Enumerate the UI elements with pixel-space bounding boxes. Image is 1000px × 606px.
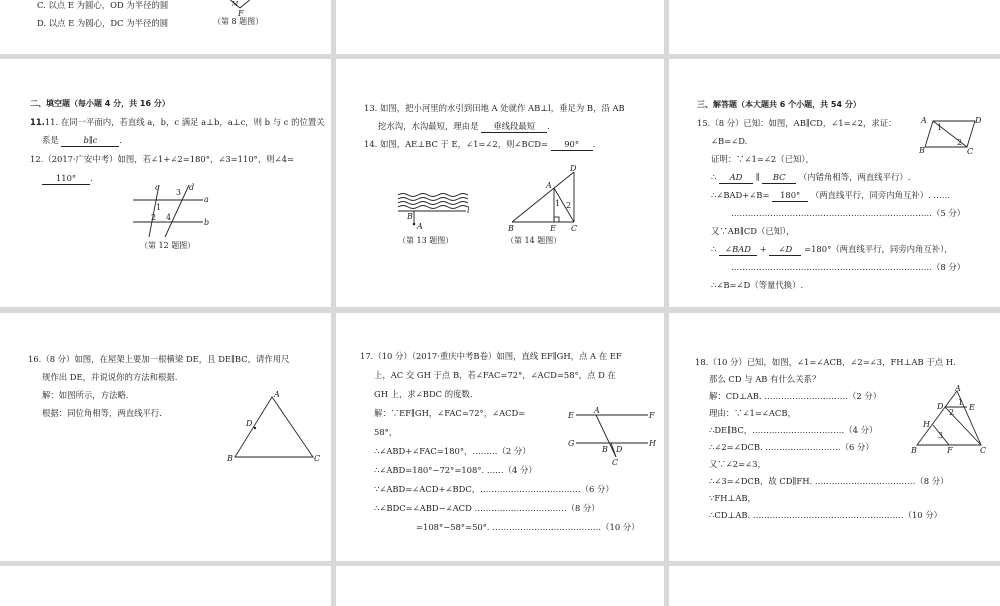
q15-step3: 又∵AB∥CD（已知）， xyxy=(711,226,795,236)
fig12-label-c: c xyxy=(155,183,160,192)
q17-label-g: G xyxy=(568,439,575,448)
q16-line4: 根据：同位角相等，两直线平行. xyxy=(42,408,162,418)
panel-bottom-middle xyxy=(336,566,664,606)
q12-text: 12.（2017·广安中考）如图，若∠1+∠2=180°，∠3=110°，则∠4= xyxy=(30,154,294,164)
fig8-caption: （第 8 题图） xyxy=(213,17,264,26)
q13-answer: 垂线段最短 xyxy=(481,121,547,133)
q17-label-f: F xyxy=(649,411,655,420)
fill-section-title: 二、填空题（每小题 4 分，共 16 分） xyxy=(30,99,170,108)
q17-label-d: D xyxy=(616,445,623,454)
q18-line5: ∴DE∥BC，……………………………（4 分） xyxy=(709,425,878,435)
panel-fill-middle xyxy=(336,59,664,307)
q16-label-a: A xyxy=(274,391,280,399)
q18-line7: 又∵∠2=∠3， xyxy=(709,459,766,469)
q17-line1: 17.（10 分）（2017·重庆中考B卷）如图，直线 EF∥GH，点 A 在 EF xyxy=(360,351,622,361)
panel-fill-left xyxy=(0,59,331,307)
q16-label-c: C xyxy=(314,454,321,463)
q17-line8: ∵∠ABD=∠ACD+∠BDC，………………………………（6 分） xyxy=(374,484,614,494)
fig14-label-e: E xyxy=(550,224,556,233)
panel-bottom-right xyxy=(669,566,1000,606)
q13-line2: 挖水沟，水沟最短，理由是 垂线段最短 . xyxy=(378,121,550,131)
fig14-label-1: 1 xyxy=(555,199,561,208)
q18-label-2: 2 xyxy=(949,408,955,417)
q18-line6: ∴∠2=∠DCB. ………………………（6 分） xyxy=(709,442,874,452)
fig13-diagram xyxy=(394,189,474,239)
fig14-label-c: C xyxy=(571,224,578,233)
q17-diagram xyxy=(566,405,656,465)
fig14-label-2: 2 xyxy=(566,201,572,210)
fig14-label-b: B xyxy=(508,224,514,233)
q18-line3: 解：CD⊥AB. …………………………（2 分） xyxy=(709,391,882,401)
fig12-label-1: 1 xyxy=(156,203,162,212)
q15-header: 15.（8 分）已知：如图，AB∥CD，∠1=∠2，求证： xyxy=(697,118,897,128)
q16-label-b: B xyxy=(227,454,233,463)
q17-label-c: C xyxy=(612,458,619,465)
q15-step4-score: ………………………………………………………………（8 分） xyxy=(731,262,966,272)
fig13-label-l: l xyxy=(467,206,470,215)
q18-label-d: D xyxy=(937,402,944,411)
q15-diagram xyxy=(919,115,981,155)
q18-line10: ∴CD⊥AB. ………………………………………………（10 分） xyxy=(709,510,943,520)
fig14-caption: （第 14 题图） xyxy=(506,236,562,245)
q17-label-h: H xyxy=(649,439,656,448)
q15-step2-score: ………………………………………………………………（5 分） xyxy=(731,208,966,218)
q18-label-e: E xyxy=(969,403,975,412)
option-d: D. 以点 E 为圆心，DC 为半径的圆 xyxy=(37,18,169,28)
q17-line4: 解：∵EF∥GH，∠FAC=72°，∠ACD= xyxy=(374,408,526,418)
panel-top-middle xyxy=(336,0,664,54)
panel-bottom-left xyxy=(0,566,331,606)
q17-line5: 58°， xyxy=(374,427,398,437)
fig8-label-f: F xyxy=(238,9,244,18)
q15-proof: 证明：∵∠1=∠2（已知）， xyxy=(711,154,814,164)
q11-answer: b∥c xyxy=(61,135,119,147)
q18-label-h: H xyxy=(923,420,930,429)
q17-line7: ∴∠ABD=180°−72°=108°. ……（4 分） xyxy=(374,465,537,475)
fig12-label-2: 2 xyxy=(151,213,157,222)
q17-label-a: A xyxy=(594,406,600,415)
q14-answer: 90° xyxy=(551,139,593,151)
q14-text: 14. 如图，AE⊥BC 于 E，∠1=∠2，则∠BCD= 90° . xyxy=(364,139,596,149)
q18-line8: ∴∠3=∠DCB，故 CD∥FH. ………………………………（8 分） xyxy=(709,476,949,486)
q17-line9: ∴∠BDC=∠ABD−∠ACD ……………………………（8 分） xyxy=(374,503,600,513)
q17-label-e: E xyxy=(568,411,574,420)
q18-label-1: 1 xyxy=(958,398,964,407)
q15-step1: ∴ AD ∥ BC （内错角相等，两直线平行）. xyxy=(711,172,911,182)
fig13-caption: （第 13 题图） xyxy=(398,236,454,245)
q18-diagram xyxy=(907,385,989,455)
q15-label-1: 1 xyxy=(937,123,943,132)
q16-line3: 解：如图所示，方法略. xyxy=(42,390,129,400)
q18-label-b: B xyxy=(911,446,917,455)
q17-line6: ∴∠ABD+∠FAC=180°，………（2 分） xyxy=(374,446,531,456)
q15-label-b: B xyxy=(919,146,925,155)
q17-line2: 上，AC 交 GH 于点 B，若∠FAC=72°，∠ACD=58°，点 D 在 xyxy=(374,370,616,380)
q13-text: 13. 如图，把小河里的水引到田地 A 处就作 AB⊥l，垂足为 B，沿 AB xyxy=(364,103,625,113)
q15-step2: ∴∠BAD+∠B= 180° （两直线平行，同旁内角互补）. …… xyxy=(711,190,951,200)
fig14-diagram xyxy=(506,164,586,234)
q15-label-2: 2 xyxy=(957,138,963,147)
fig12-label-d: d xyxy=(189,183,195,192)
q16-diagram xyxy=(225,391,325,466)
fig12-caption: （第 12 题图） xyxy=(140,241,196,250)
fig14-label-a: A xyxy=(546,181,552,190)
fig12-label-b: b xyxy=(204,218,210,227)
q18-label-c: C xyxy=(980,446,987,455)
fig12-label-a: a xyxy=(204,195,209,204)
q15-line2: ∠B=∠D. xyxy=(711,136,748,146)
fig13-label-a: A xyxy=(417,222,423,231)
panel-solve-right xyxy=(669,59,1000,307)
q15-step4: ∴ ∠BAD + ∠D =180°（两直线平行，同旁内角互补）， xyxy=(711,244,953,254)
q18-label-3: 3 xyxy=(938,431,944,440)
q18-line2: 那么 CD 与 AB 有什么关系？ xyxy=(709,374,821,384)
q15-step5: ∴∠B=∠D（等量代换）. xyxy=(711,280,804,290)
panel-top-right xyxy=(669,0,1000,54)
fig14-label-d: D xyxy=(570,164,577,173)
q18-line4: 理由：∵∠1=∠ACB， xyxy=(709,408,796,418)
q16-label-d: D xyxy=(246,419,253,428)
fig12-label-3: 3 xyxy=(176,188,182,197)
q15-label-a: A xyxy=(921,116,927,125)
solve-section-title: 三、解答题（本大题共 6 个小题，共 54 分） xyxy=(697,100,861,109)
panel-q18 xyxy=(669,313,1000,561)
q18-line1: 18.（10 分）已知，如图，∠1=∠ACB，∠2=∠3，FH⊥AB 于点 H. xyxy=(695,357,956,367)
q18-label-f: F xyxy=(947,446,953,455)
fig8-label-m: M xyxy=(232,1,239,8)
q17-line10: =108°−58°=50°. …………………………………（10 分） xyxy=(416,522,640,532)
q16-line1: 16.（8 分）如图，在屋架上要加一根横梁 DE，且 DE∥BC，请作用尺 xyxy=(28,354,290,364)
panel-top-left xyxy=(0,0,331,54)
fig13-label-b: B xyxy=(407,212,413,221)
q17-line3: GH 上，求∠BDC 的度数. xyxy=(374,389,473,399)
q15-label-c: C xyxy=(967,147,974,155)
panel-q17 xyxy=(336,313,664,561)
q12-line2: 110° . xyxy=(42,173,93,185)
panel-q16 xyxy=(0,313,331,561)
q12-answer: 110° xyxy=(42,173,90,185)
q16-line2: 规作出 DE，并说说你的方法和根据. xyxy=(42,372,178,382)
q11-text: 11.11. 在同一平面内，若直线 a，b，c 满足 a⊥b，a⊥c，则 b 与 c 的位置关 xyxy=(30,117,325,127)
fig12-label-4: 4 xyxy=(166,213,172,222)
fig12-diagram xyxy=(125,181,215,241)
q18-line9: ∵FH⊥AB， xyxy=(709,493,756,503)
q18-label-a: A xyxy=(955,385,961,393)
q15-label-d: D xyxy=(975,116,981,125)
q17-label-b: B xyxy=(602,445,608,454)
q11-line2: 系是 b∥c . xyxy=(42,135,123,145)
option-c: C. 以点 E 为圆心，OD 为半径的圆 xyxy=(37,0,169,10)
